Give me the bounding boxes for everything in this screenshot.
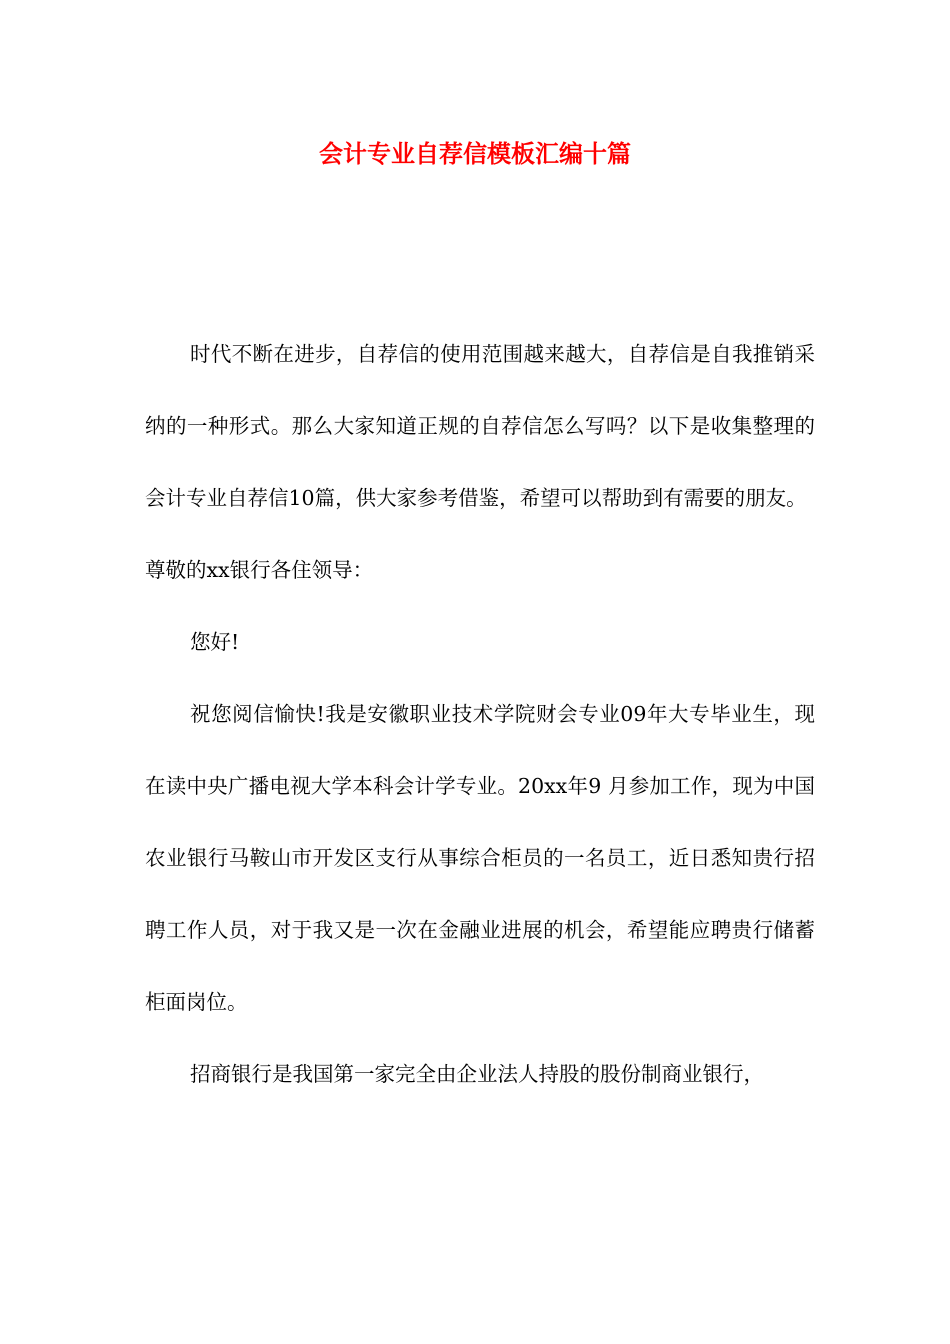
document-body [145,318,815,1110]
document-title: 会计专业自荐信模板汇编十篇 [319,140,631,168]
paragraph-bank-description: 招商银行是我国第一家完全由企业法人持股的股份制商业银行， [190,1062,764,1086]
paragraph-salutation: 尊敬的xx银行各住领导： [145,558,374,582]
paragraph-intro: 时代不断在进步，自荐信的使用范围越来越大，自荐信是自我推销采纳的一种形式。那么大家知道正规的自荐信怎么写吗？以下是收集整理的会计专业自荐信10篇，供大家参考借鉴，希望可以帮助到有需要的朋友。 [145,342,815,510]
paragraph-greeting: 您好! [190,630,240,654]
paragraph-self-introduction: 祝您阅信愉快!我是安徽职业技术学院财会专业09年大专毕业生，现在读中央广播电视大学本科会计学专业。20xx年9 月参加工作，现为中国农业银行马鞍山市开发区支行从事综合柜员的一名员工，近日悉知贵行招聘工作人员，对于我又是一次在金融业进展的机会，希望能应聘贵行储蓄柜面岗位。 [145,702,815,1014]
